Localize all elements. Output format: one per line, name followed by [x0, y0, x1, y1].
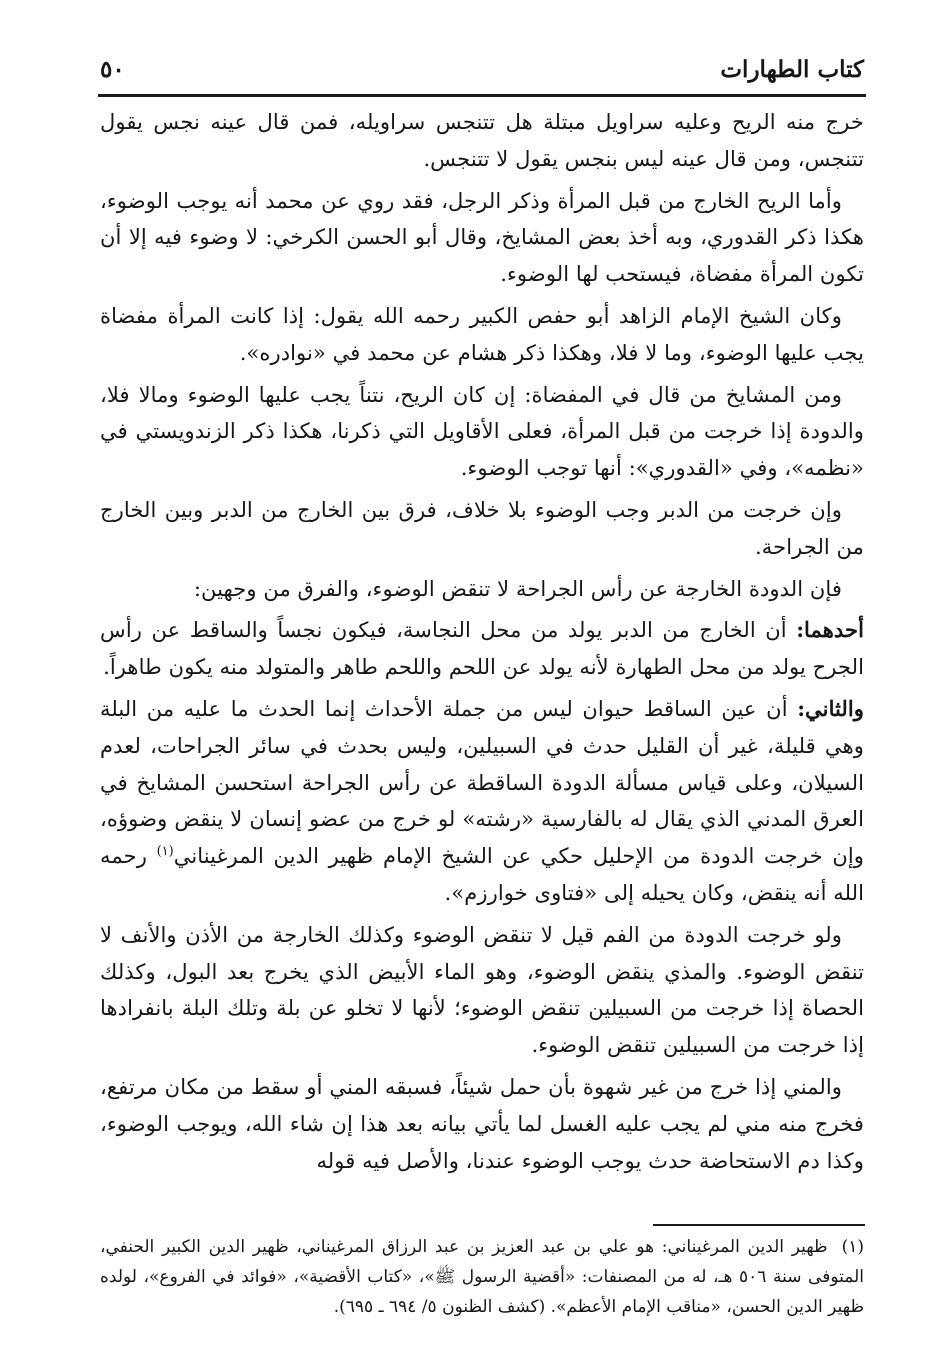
first-reason-paragraph [100, 612, 864, 686]
page-number: ٥٠ [100, 56, 125, 83]
main-text [100, 104, 864, 1184]
second-reason-lead: والثاني: [797, 695, 864, 721]
paragraph: ولو خرجت الدودة من الفم قيل لا تنقض الوضوء وكذلك الخارجة من الأذن والأنف لا تنقض الوضوء. والمذي ينقض الوضوء، وهو الماء الأبيض الذي يخرج بعد البول، وكذلك الحصاة إذا خرجت من السبيلين تنقض الوضوء؛ لأنها لا تخلو عن بلة وتلك البلة بانفرادها إذا خرجت من السبيلين تنقض الوضوء. [100, 921, 864, 1058]
footnote-number: (١) [841, 1237, 864, 1257]
footnote-separator [653, 1224, 865, 1226]
paragraph: وأما الريح الخارج من قبل المرأة وذكر الرجل، فقد روي عن محمد أنه يوجب الوضوء، هكذا ذكر القدوري، وبه أخذ بعض المشايخ، وقال أبو الحسن الكرخي: لا وضوء فيه إلا أن تكون المرأة مفضاة، فيستحب لها الوضوء. [100, 187, 864, 287]
paragraph: ومن المشايخ من قال في المفضاة: إن كان الريح، نتناً يجب عليها الوضوء ومالا فلا، والدودة إذا خرجت من قبل المرأة، فعلى الأقاويل التي ذكرنا، هكذا ذكر الزندويستي في «نظمه»، وفي «القدوري»: أنها توجب الوضوء. [100, 381, 864, 481]
second-reason-paragraph [100, 691, 864, 912]
second-reason-text-end: رحمه الله أنه ينقض، وكان يحيله إلى «فتاوى خوارزم». [100, 843, 864, 905]
page-header [100, 52, 864, 92]
first-reason-lead: أحدهما: [796, 617, 864, 643]
paragraph: فإن الدودة الخارجة عن رأس الجراحة لا تنقض الوضوء، والفرق من وجهين: [193, 575, 842, 601]
second-reason-text: أن عين الساقط حيوان ليس من جملة الأحداث إنما الحدث ما عليه من البلة وهي قليلة، غير أن القليل حدث في السبيلين، وليس بحدث في سائر الجراحات، لعدم السيلان، وعلى قياس مسألة الدودة الساقطة عن رأس الجراحة استحسن المشايخ في العرق المدني الذي يقال له بالفارسية «رشته» لو خرج من عضو إنسان لا ينقض وضوؤه، وإن خرجت الدودة من الإحليل حكي عن الشيخ الإمام ظهير الدين المرغيناني [100, 695, 864, 869]
footnote-reference[interactable]: (١) [156, 844, 174, 860]
footnote-text: ظهير الدين المرغيناني: هو علي بن عبد العزيز بن عبد الرزاق المرغيناني، ظهير الدين الكبير الحنفي، المتوفى سنة ٥٠٦ هـ، له من المصنفات: «أقضية الرسول ﷺ»، «كتاب الأقضية»، «فوائد في الفروع»، لولده ظهير الدين الحسن، «مناقب الإمام الأعظم». (كشف الظنون ٥/ ٦٩٤ ـ ٦٩٥). [100, 1237, 864, 1317]
header-rule [98, 94, 866, 97]
paragraph: وكان الشيخ الإمام الزاهد أبو حفص الكبير رحمه الله يقول: إذا كانت المرأة مفضاة يجب عليها الوضوء، وما لا فلا، وهكذا ذكر هشام عن محمد في «نوادره». [100, 302, 864, 365]
footnote [100, 1232, 864, 1322]
paragraph: وإن خرجت من الدبر وجب الوضوء بلا خلاف، فرق بين الخارج من الدبر وبين الخارج من الجراحة. [100, 496, 864, 559]
paragraph: والمني إذا خرج من غير شهوة بأن حمل شيئاً، فسبقه المني أو سقط من مكان مرتفع، فخرج منه مني لم يجب عليه الغسل لما يأتي بيانه بعد هذا إن شاء الله، ويوجب الوضوء، وكذا دم الاستحاضة حدث يوجب الوضوء عندنا، والأصل فيه قوله [100, 1073, 864, 1173]
running-title: كتاب الطهارات [720, 56, 864, 83]
footnote-paragraph [100, 1232, 864, 1322]
paragraph: خرج منه الريح وعليه سراويل مبتلة هل تتنجس سراويله، فمن قال عينه نجس يقول تتنجس، ومن قال عينه ليس بنجس يقول لا تتنجس. [100, 109, 864, 171]
first-reason-text: أن الخارج من الدبر يولد من محل النجاسة، فيكون نجساً والساقط عن رأس الجرح يولد من محل الطهارة لأنه يولد عن اللحم واللحم طاهر والمتولد منه يكون طاهراً. [100, 617, 864, 680]
